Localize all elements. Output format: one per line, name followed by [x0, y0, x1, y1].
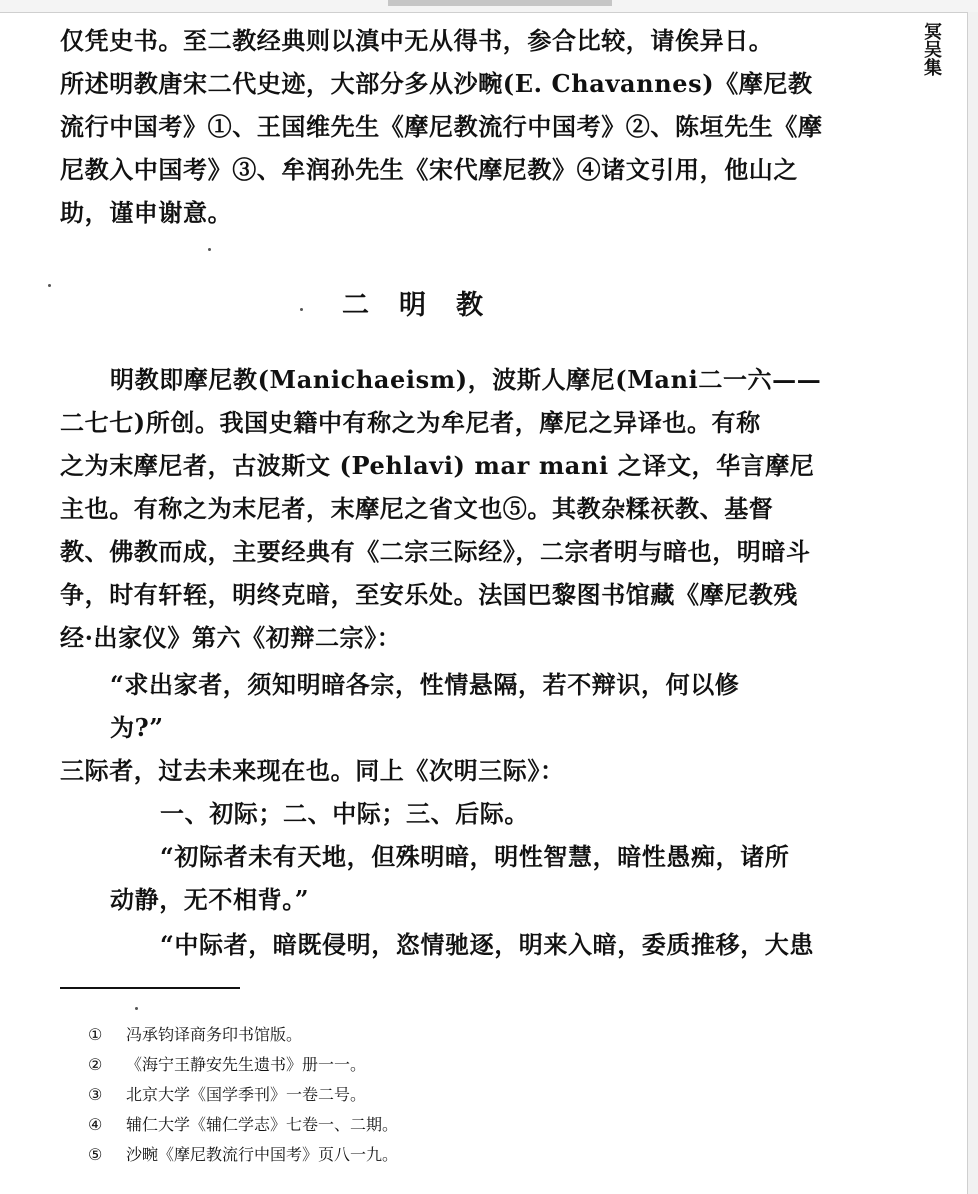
scan-speck — [300, 308, 303, 311]
footnote-text: 北京大学《国学季刊》一卷二号。 — [126, 1085, 367, 1104]
scan-speck — [208, 248, 211, 251]
footnote-text: 辅仁大学《辅仁学志》七卷一、二期。 — [126, 1115, 399, 1134]
paragraph-2-line: 争，时有轩轾，明终克暗，至安乐处。法国巴黎图书馆藏《摩尼教残 — [60, 580, 798, 609]
vertical-scrollbar[interactable] — [967, 12, 978, 1194]
paragraph-1-line: 尼教入中国考》③、牟润孙先生《宋代摩尼教》④诸文引用，他山之 — [60, 155, 798, 184]
paragraph-1-line: 仅凭史书。至二教经典则以滇中无从得书，参合比较，请俟异日。 — [60, 26, 774, 55]
document-page — [0, 12, 968, 1194]
paragraph-2-line: 教、佛教而成，主要经典有《二宗三际经》，二宗者明与暗也，明暗斗 — [60, 537, 811, 566]
quote-line: “初际者未有天地，但殊明暗，明性智慧，暗性愚痴，诸所 — [160, 842, 790, 871]
footnote-mark: ② — [88, 1055, 103, 1074]
paragraph-2-line: 主也。有称之为末尼者，末摩尼之省文也⑤。其教杂糅祆教、基督 — [60, 494, 774, 523]
quote-line: 为?” — [110, 713, 164, 742]
footnote — [88, 1054, 366, 1076]
footnote-mark: ④ — [88, 1115, 103, 1134]
list-line: 一、初际；二、中际；三、后际。 — [160, 799, 529, 828]
footnote — [88, 1144, 398, 1166]
footnote-rule — [60, 987, 240, 989]
footnote-mark: ⑤ — [88, 1145, 103, 1164]
paragraph-2-line: 明教即摩尼教(Manichaeism)，波斯人摩尼(Mani二一六—— — [110, 365, 822, 394]
scan-speck — [135, 1007, 138, 1010]
footnote-mark: ① — [88, 1025, 103, 1044]
paragraph-1-line: 助，谨申谢意。 — [60, 198, 233, 227]
quote-line: “中际者，暗既侵明，恣情驰逐，明来入暗，委质推移，大患 — [160, 930, 815, 959]
paragraph-2-line: 二七七)所创。我国史籍中有称之为牟尼者，摩尼之异译也。有称 — [60, 408, 761, 437]
scan-speck — [48, 284, 51, 287]
paragraph-2-line: 经·出家仪》第六《初辩二宗》： — [60, 623, 402, 652]
section-title: 二明教 — [342, 290, 513, 321]
footnote-text: 《海宁王静安先生遗书》册一一。 — [126, 1055, 367, 1074]
footnote-text: 冯承钧译商务印书馆版。 — [126, 1025, 303, 1044]
paragraph-2-line: 之为末摩尼者，古波斯文 (Pehlavi) mar mani 之译文，华言摩尼 — [60, 451, 815, 480]
paragraph-1-line: 流行中国考》①、王国维先生《摩尼教流行中国考》②、陈垣先生《摩 — [60, 112, 823, 141]
paragraph-3-line: 三际者，过去未来现在也。同上《次明三际》： — [60, 756, 565, 785]
footnote — [88, 1024, 302, 1046]
footnote — [88, 1084, 366, 1106]
paragraph-1-line: 所述明教唐宋二代史迹，大部分多从沙畹(E. Chavannes)《摩尼教 — [60, 69, 813, 98]
horizontal-scroll-thumb[interactable] — [388, 0, 612, 6]
quote-line: “求出家者，须知明暗各宗，性情悬隔，若不辩识，何以修 — [110, 670, 740, 699]
footnote-mark: ③ — [88, 1085, 103, 1104]
footnote-text: 沙畹《摩尼教流行中国考》页八一九。 — [126, 1145, 399, 1164]
running-head: 冥吴集 — [921, 22, 942, 76]
footnote — [88, 1114, 398, 1136]
quote-line: 动静，无不相背。” — [110, 885, 310, 914]
